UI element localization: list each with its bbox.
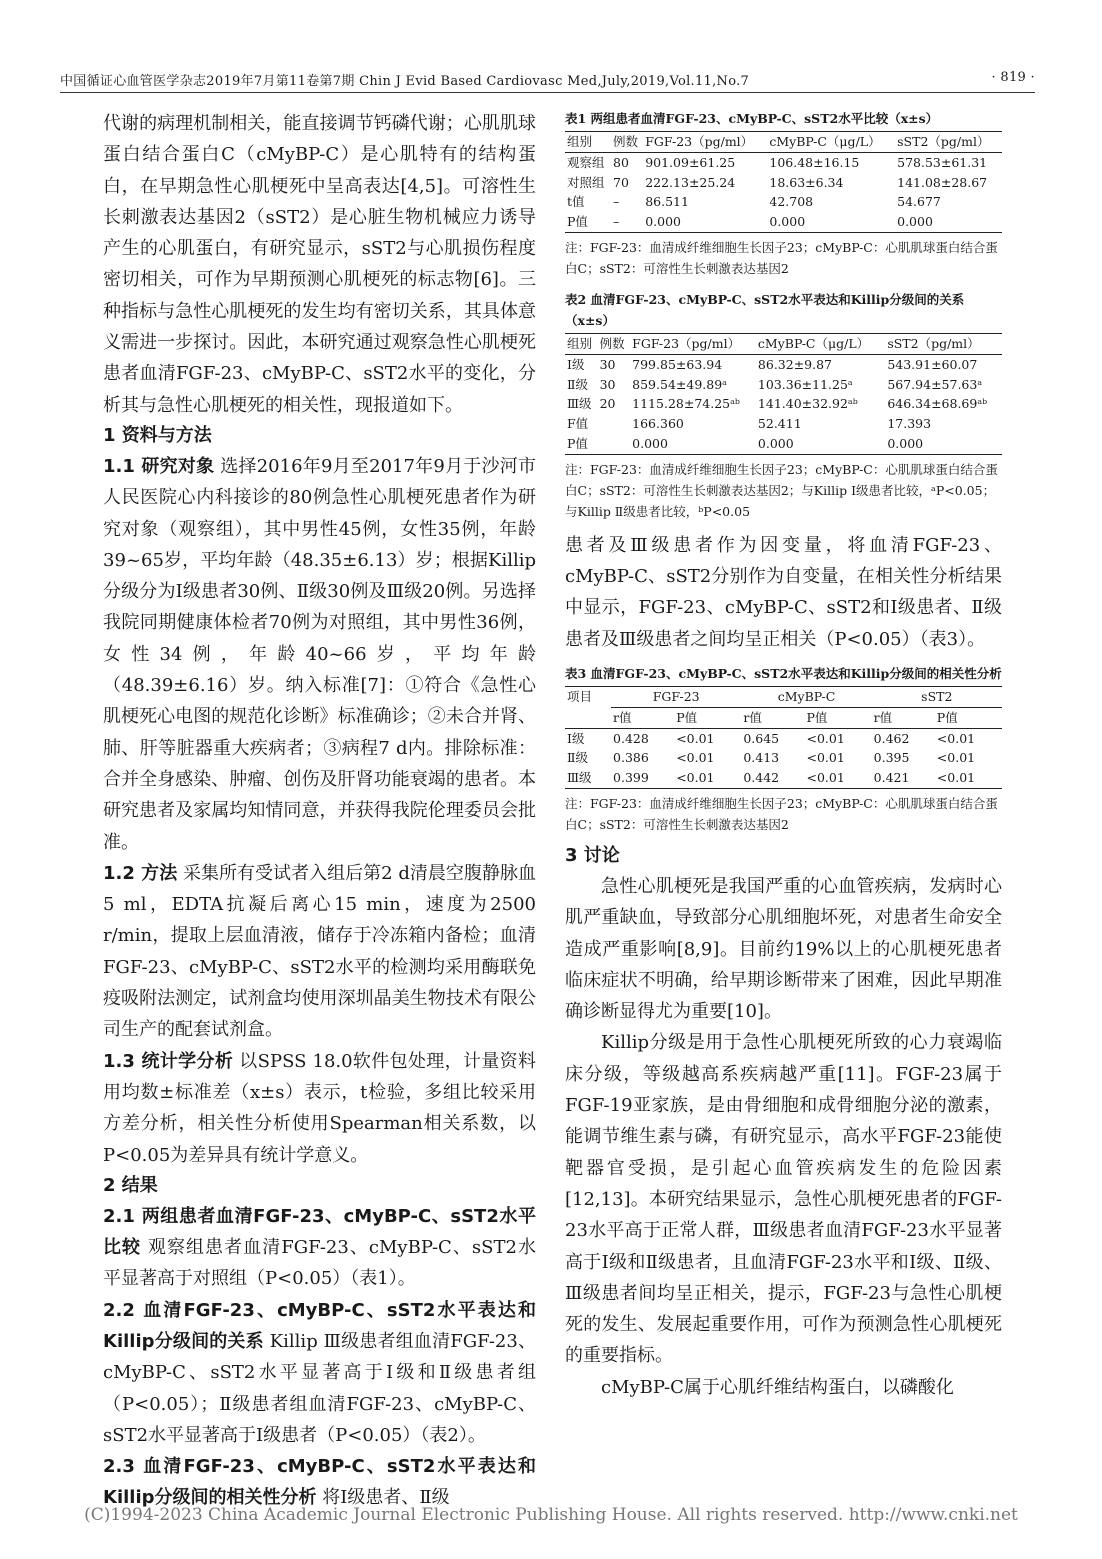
table-cell: 859.54±49.89ᵃ xyxy=(632,376,727,392)
table-cell: 0.428 xyxy=(613,730,649,746)
table-cell: Ⅱ级 xyxy=(567,750,588,766)
table-cell: <0.01 xyxy=(674,768,741,788)
table-cell: 1115.28±74.25ᵃᵇ xyxy=(632,396,740,412)
table-3-subheader: P值 xyxy=(674,707,741,728)
table-3-subheader: r值 xyxy=(872,707,935,728)
copyright-footer: (C)1994-2023 China Academic Journal Electronic Publishing House. All rights reserved. http://www.cnki.net xyxy=(84,1505,1018,1525)
table-cell: 103.36±11.25ᵃ xyxy=(757,376,853,392)
table-cell: <0.01 xyxy=(806,730,845,746)
table-cell: 0.421 xyxy=(872,768,935,788)
table-cell: Ⅰ级 xyxy=(567,730,585,746)
section-1-2-heading: 1.2 方法 xyxy=(103,862,178,884)
table-cell: 222.13±25.24 xyxy=(645,174,736,190)
table-cell: 543.91±60.07 xyxy=(887,356,978,372)
table-3-header: 项目 xyxy=(567,689,593,705)
table-cell: 0.000 xyxy=(767,212,895,232)
table-3-group-header-row xyxy=(565,686,1002,707)
table-cell: 30 xyxy=(599,356,616,372)
table-row xyxy=(565,173,1002,193)
section-1-3-body: 以SPSS 18.0软件包处理，计量资料用均数±标准差（x±s）表示，t检验，多组比较采用方差分析，相关性分析使用Spearman相关系数，以P<0.05为差异具有统计学意义。 xyxy=(103,1050,536,1166)
table-1-caption: 表1 两组患者血清FGF-23、cMyBP-C、sST2水平比较（x±s） xyxy=(565,111,939,126)
table-row xyxy=(565,354,1002,374)
table-cell: 0.000 xyxy=(630,434,756,454)
table-cell: 578.53±61.31 xyxy=(897,154,988,170)
table-1-header: FGF-23（pg/ml） xyxy=(643,132,767,153)
table-cell: – xyxy=(611,212,643,232)
section-1-1-body: 选择2016年9月至2017年9月于沙河市人民医院心内科接诊的80例急性心肌梗死患者作为研究对象（观察组），其中男性45例，女性35例，年龄39~65岁，平均年龄（48.35±6.13）岁；根据Killip分级分为Ⅰ级患者30例、Ⅱ级30例及Ⅲ级20例。另选择我院同期健康体检者70例为对照组，其中男性36例，女性34例，年龄40~66岁，平均年龄（48.39±6.16）岁。纳入标准[7]：①符合《急性心肌梗死心电图的规范化诊断》标准确诊；②未合并肾、肺、肝等脏器重大疾病者；③病程7 d内。排除标准：合并全身感染、肿瘤、创伤及肝肾功能衰竭的患者。本研究患者及家属均知情同意，并获得我院伦理委员会批准。 xyxy=(103,455,536,853)
table-cell: 42.708 xyxy=(769,194,814,210)
table-cell: 86.511 xyxy=(645,194,689,210)
table-row xyxy=(565,152,1002,172)
table-cell: 17.393 xyxy=(887,416,932,432)
running-title: 中国循证心血管医学杂志2019年7月第11卷第7期 Chin J Evid Based Cardiovasc Med,July,2019,Vol.11,No.7 xyxy=(60,74,750,89)
table-3-header: FGF-23 xyxy=(611,686,741,707)
table-row xyxy=(565,394,1002,414)
table-cell: <0.01 xyxy=(806,750,845,766)
section-2-1-body: 观察组患者血清FGF-23、cMyBP-C、sST2水平显著高于对照组（P<0.05）（表1）。 xyxy=(103,1237,536,1290)
table-3 xyxy=(565,686,1002,789)
table-3-subheader: r值 xyxy=(611,707,674,728)
section-2-3-body: 将Ⅰ级患者、Ⅱ级 xyxy=(322,1487,450,1509)
table-3-note: 注：FGF-23：血清成纤维细胞生长因子23；cMyBP-C：心肌肌球蛋白结合蛋白C；sST2：可溶性生长刺激表达基因2 xyxy=(565,795,998,832)
discussion-paragraph-2: Killip分级是用于急性心肌梗死所致的心力衰竭临床分级，等级越高系疾病越严重[11]。FGF-23属于FGF-19亚家族，是由骨细胞和成骨细胞分泌的激素，能调节维生素与磷，有研究显示，高水平FGF-23能使靶器官受损，是引起心血管疾病发生的危险因素[12,13]。本研究结果显示，急性心肌梗死患者的FGF-23水平高于正常人群，Ⅲ级患者血清FGF-23水平显著高于Ⅰ级和Ⅱ级患者，且血清FGF-23水平和Ⅰ级、Ⅱ级、Ⅲ级患者间均呈正相关，提示，FGF-23与急性心肌梗死的发生、发展起重要作用，可作为预测急性心肌梗死的重要指标。 xyxy=(565,1032,1002,1367)
table-cell xyxy=(598,414,631,434)
table-cell: Ⅱ级 xyxy=(567,376,588,392)
table-cell: <0.01 xyxy=(805,768,872,788)
table-cell: 0.413 xyxy=(743,750,780,766)
table-1 xyxy=(565,131,1002,233)
table-2-header: sST2（pg/ml） xyxy=(885,333,1002,354)
table-cell: 70 xyxy=(613,174,629,190)
intro-paragraph: 代谢的病理机制相关，能直接调节钙磷代谢；心肌肌球蛋白结合蛋白C（cMyBP-C）是心肌特有的结构蛋白，在早期急性心肌梗死中呈高表达[4,5]。可溶性生长刺激表达基因2（sST2）是心脏生物机械应力诱导产生的心肌蛋白，有研究显示，sST2与心肌损伤程度密切相关，可作为早期预测心肌梗死的标志物[6]。三种指标与急性心肌梗死的发生均有密切关系，其具体意义需进一步探讨。因此，本研究通过观察急性心肌梗死患者血清FGF-23、cMyBP-C、sST2水平的变化，分析其与急性心肌梗死的相关性，现报道如下。 xyxy=(103,113,536,416)
table-cell: 141.08±28.67 xyxy=(897,174,988,190)
table-cell: 567.94±57.63ᵃ xyxy=(887,376,983,392)
table-cell: 0.386 xyxy=(613,750,649,766)
table-1-header: cMyBP-C（μg/L） xyxy=(767,132,895,153)
section-2-2-body: Killip Ⅲ级患者组血清FGF-23、cMyBP-C、sST2水平显著高于Ⅰ级和Ⅱ级患者组（P<0.05）；Ⅱ级患者组血清FGF-23、cMyBP-C、sST2水平显著高于Ⅰ级患者（P<0.05）（表2）。 xyxy=(103,1330,536,1446)
table-cell: 0.645 xyxy=(743,730,780,746)
table-2-header: FGF-23（pg/ml） xyxy=(630,333,756,354)
left-column xyxy=(103,108,536,1514)
section-1-1 xyxy=(103,451,536,858)
table-cell: t值 xyxy=(567,194,585,210)
table-cell: 18.63±6.34 xyxy=(769,174,844,190)
table-cell: 对照组 xyxy=(567,174,605,190)
section-1-3 xyxy=(103,1046,536,1171)
table-cell: 799.85±63.94 xyxy=(632,356,723,372)
table-3-sub-header-row xyxy=(565,707,1002,728)
table-3-header: sST2 xyxy=(872,686,1002,707)
table-cell: 0.462 xyxy=(873,730,910,746)
table-cell: 20 xyxy=(599,396,616,412)
table-1-header: sST2（pg/ml） xyxy=(895,132,1002,153)
table-cell: Ⅰ级 xyxy=(567,356,585,372)
table-2 xyxy=(565,333,1002,455)
table-cell: 0.000 xyxy=(756,434,885,454)
table-3-subheader: P值 xyxy=(935,707,1002,728)
discussion-paragraph-1: 急性心肌梗死是我国严重的心血管疾病，发病时心肌严重缺血，导致部分心肌细胞坏死，对患者生命安全造成严重影响[8,9]。目前约19%以上的心肌梗死患者临床症状不明确，给早期诊断带来了困难，因此早期准确诊断显得尤为重要[10]。 xyxy=(565,875,1002,1023)
table-cell: Ⅲ级 xyxy=(567,396,592,412)
page-number: · 819 · xyxy=(991,70,1035,85)
right-column xyxy=(565,108,1002,1403)
table-cell: 0.442 xyxy=(741,768,804,788)
table-cell: 0.399 xyxy=(611,768,674,788)
table-3-subheader: r值 xyxy=(741,707,804,728)
table-3-header-blank xyxy=(565,707,611,728)
table-cell: Ⅲ级 xyxy=(565,768,611,788)
table-cell: <0.01 xyxy=(936,750,976,766)
table-row xyxy=(565,212,1002,232)
table-cell: F值 xyxy=(567,416,589,432)
table-cell: 0.395 xyxy=(873,750,910,766)
table-1-header: 例数 xyxy=(611,132,643,153)
section-1-1-heading: 1.1 研究对象 xyxy=(103,455,215,477)
table-1-header-row xyxy=(565,132,1002,153)
section-2-3-heading: 2.3 血清FGF-23、cMyBP-C、sST2水平表达和Killip分级间的相关性分析 xyxy=(103,1456,536,1509)
table-cell: 166.360 xyxy=(632,416,684,432)
header-rule xyxy=(60,92,1035,93)
section-1-3-heading: 1.3 统计学分析 xyxy=(103,1050,234,1072)
table-3-caption: 表3 血清FGF-23、cMyBP-C、sST2水平表达和Killip分级间的相关性分析 xyxy=(565,665,1002,681)
table-row xyxy=(565,414,1002,434)
table-2-caption: 表2 血清FGF-23、cMyBP-C、sST2水平表达和Killip分级间的关系（x±s） xyxy=(565,291,965,328)
section-2-1-heading: 2.1 两组患者血清FGF-23、cMyBP-C、sST2水平比较 xyxy=(103,1205,536,1259)
table-row xyxy=(565,768,1002,788)
section-2-1 xyxy=(103,1201,536,1295)
table-cell: <0.01 xyxy=(676,750,715,766)
table-2-header: 例数 xyxy=(598,333,631,354)
section-2-heading: 2 结果 xyxy=(103,1174,158,1196)
section-1-2-body: 采集所有受试者入组后第2 d清晨空腹静脉血5 ml，EDTA抗凝后离心15 min，速度为2500 r/min，提取上层血清液，储存于冷冻箱内备检；血清FGF-23、cMyBP-C、sST2水平的检测均采用酶联免疫吸附法测定，试剂盒均使用深圳晶美生物技术有限公司生产的配套试剂盒。 xyxy=(103,862,536,1041)
section-2-2 xyxy=(103,1295,536,1451)
discussion-paragraph-3: cMyBP-C属于心肌纤维结构蛋白，以磷酸化 xyxy=(601,1376,954,1398)
results-continuation: 患者及Ⅲ级患者作为因变量，将血清FGF-23、cMyBP-C、sST2分别作为自变量，在相关性分析结果中显示，FGF-23、cMyBP-C、sST2和Ⅰ级患者、Ⅱ级患者及Ⅲ级患者之间均呈正相关（P<0.05）（表3）。 xyxy=(565,534,1002,650)
table-cell: 0.000 xyxy=(895,212,1002,232)
table-row xyxy=(565,748,1002,768)
table-cell: 30 xyxy=(599,376,616,392)
table-row xyxy=(565,192,1002,212)
section-1-heading: 1 资料与方法 xyxy=(103,424,212,446)
section-2-2-heading: 2.2 血清FGF-23、cMyBP-C、sST2水平表达和Killip分级间的关系 xyxy=(103,1299,536,1352)
table-cell: <0.01 xyxy=(935,768,1002,788)
table-cell: <0.01 xyxy=(936,730,976,746)
table-2-header-row xyxy=(565,333,1002,354)
table-2-header: 组别 xyxy=(565,333,598,354)
table-cell: P值 xyxy=(565,212,611,232)
table-cell: 0.000 xyxy=(885,434,1002,454)
section-1-2 xyxy=(103,858,536,1046)
table-cell: 54.677 xyxy=(897,194,941,210)
table-1-note: 注：FGF-23：血清成纤维细胞生长因子23；cMyBP-C：心肌肌球蛋白结合蛋白C；sST2：可溶性生长刺激表达基因2 xyxy=(565,239,998,276)
table-cell xyxy=(598,434,631,454)
table-cell: 86.32±9.87 xyxy=(757,356,833,372)
table-2-header: cMyBP-C（μg/L） xyxy=(756,333,885,354)
table-cell: 观察组 xyxy=(567,154,605,170)
table-cell: <0.01 xyxy=(676,730,715,746)
table-cell: P值 xyxy=(565,434,598,454)
table-row xyxy=(565,434,1002,454)
section-3-heading: 3 讨论 xyxy=(565,844,620,866)
table-cell: 106.48±16.15 xyxy=(769,154,860,170)
table-row xyxy=(565,728,1002,748)
table-3-header: cMyBP-C xyxy=(741,686,871,707)
table-cell: 646.34±68.69ᵃᵇ xyxy=(887,396,988,412)
table-cell: 80 xyxy=(613,154,629,170)
table-1-header: 组别 xyxy=(565,132,611,153)
table-2-note: 注：FGF-23：血清成纤维细胞生长因子23；cMyBP-C：心肌肌球蛋白结合蛋白C；sST2：可溶性生长刺激表达基因2；与Killip Ⅰ级患者比较，ᵃP<0.05；与Killip Ⅱ级患者比较，ᵇP<0.05 xyxy=(565,461,998,519)
table-cell: 0.000 xyxy=(643,212,767,232)
table-cell: 901.09±61.25 xyxy=(645,154,736,170)
table-3-subheader: P值 xyxy=(805,707,872,728)
table-cell: 141.40±32.92ᵃᵇ xyxy=(757,396,858,412)
table-cell: 52.411 xyxy=(757,416,802,432)
table-cell: – xyxy=(613,194,620,210)
running-header xyxy=(60,70,1035,89)
table-row xyxy=(565,375,1002,395)
